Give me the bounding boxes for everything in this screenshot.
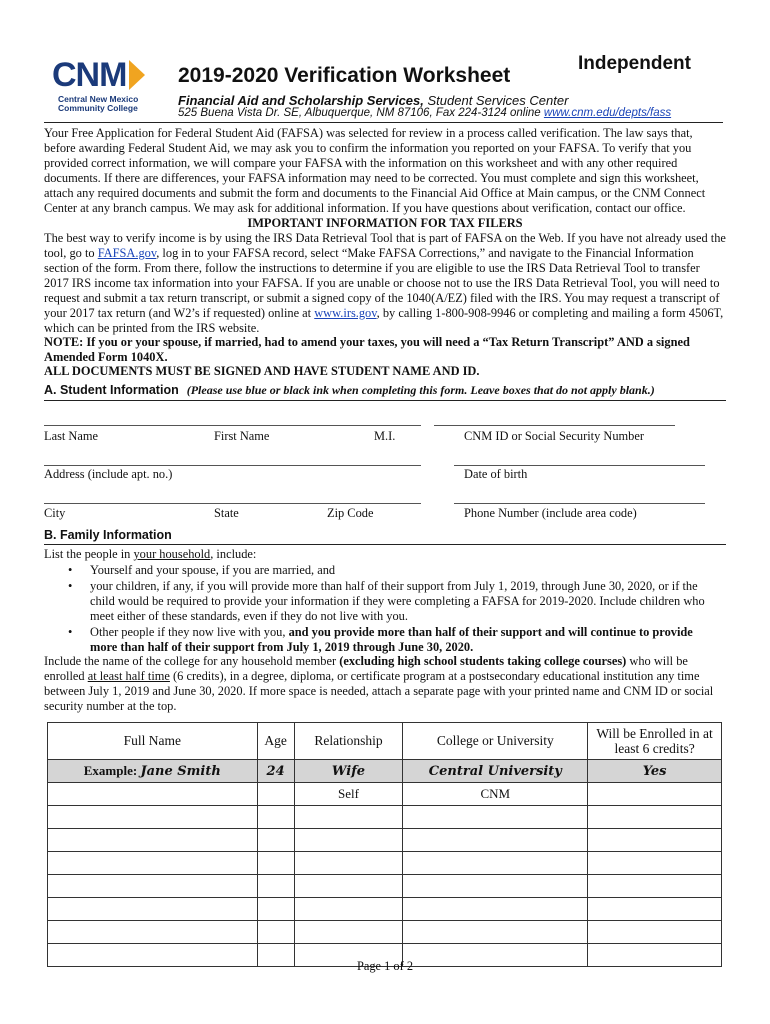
page-title: 2019-2020 Verification Worksheet	[178, 64, 511, 87]
address-label: Address (include apt. no.)	[44, 467, 173, 481]
section-b-heading: B. Family Information	[44, 528, 726, 545]
table-row[interactable]	[48, 829, 722, 852]
table-row[interactable]: Self CNM	[48, 783, 722, 806]
irs-link[interactable]: www.irs.gov	[314, 306, 377, 320]
col-college: College or University	[403, 723, 588, 760]
cnm-logo	[52, 58, 170, 118]
cnm-id-label: CNM ID or Social Security Number	[464, 429, 644, 443]
dob-field[interactable]	[454, 465, 705, 466]
phone-field[interactable]	[454, 503, 705, 504]
header-divider	[44, 122, 723, 123]
college-instructions: Include the name of the college for any household member (excluding high school students taking college courses) who will be enrolled at least half time (6 credits), in a degree, diploma, or certificate program at a postsecondary educational institution any time between July 1, 2019 and June 30, 2020. If more space is needed, attach a separate page with your printed name and CNM ID or social security number at the top.	[44, 654, 714, 713]
state-label: State	[214, 506, 239, 520]
intro-paragraph: Your Free Application for Federal Student Aid (FAFSA) was selected for review in a process called verification. The law says that, before awarding Federal Student Aid, we may ask you to confirm the information you reported on your FAFSA. To verify that you provided correct information, we will compare your FAFSA with the information on this worksheet and with any other required documents. If there are differences, your FAFSA information may need to be corrected. You must complete and sign this worksheet, attach any required documents and submit the form and documents to the Financial Aid Office at Main campus, or the CNM Connect Center at any branch campus. We may ask for additional information. If you have questions about verification, contact our office.	[44, 126, 706, 215]
independent-badge: Independent	[578, 53, 691, 74]
zip-label: Zip Code	[327, 506, 374, 520]
mi-label: M.I.	[374, 429, 396, 443]
col-full-name: Full Name	[48, 723, 258, 760]
cnm-id-field[interactable]	[434, 425, 675, 426]
last-name-field[interactable]	[44, 425, 421, 426]
bullet-item: • Other people if they now live with you, and you provide more than half of their support and will continue to provide more than half of their support from July 1, 2019 through June 30, 2020.	[68, 625, 693, 654]
phone-label: Phone Number (include area code)	[464, 506, 637, 520]
table-header-row	[48, 723, 722, 760]
table-row[interactable]	[48, 898, 722, 921]
table-row[interactable]	[48, 806, 722, 829]
website-link[interactable]: www.cnm.edu/depts/fass	[543, 107, 672, 119]
page-number: Page 1 of 2	[356, 959, 414, 973]
chevron-right-icon	[129, 60, 145, 90]
table-row[interactable]	[48, 852, 722, 875]
table-row[interactable]	[48, 875, 722, 898]
address-field[interactable]	[44, 465, 421, 466]
col-relationship: Relationship	[294, 723, 403, 760]
first-name-label: First Name	[214, 429, 270, 443]
col-age: Age	[257, 723, 294, 760]
bullet-item: • your children, if any, if you will provide more than half of their support from July 1, 2019, through June 30, 2020, or if the child would be required to provide your information if they were completing a FAFSA for 2019-2020. Include children who meet either of these standards, even if they do not live with you.	[68, 579, 705, 623]
address-line: 525 Buena Vista Dr. SE, Albuquerque, NM 87106, Fax 224-3124 online www.cnm.edu/depts/fass	[178, 107, 672, 119]
tax-paragraph: The best way to verify income is by using the IRS Data Retrieval Tool that is part of FAFSA on the Web. If you have not already used the tool, go to FAFSA.gov, log in to your FAFSA record, select “Make FAFSA Corrections,” and navigate to the Financial Information section of the form. From there, follow the instructions to determine if you are eligible to use the IRS Data Retrieval Tool to transfer 2017 IRS income tax information into your FAFSA. If you are unable or choose not to use the IRS Data Retrieval Tool, you will need to request and submit a tax return transcript, or submit a signed copy of the 1040(A/EZ) filed with the IRS. You may request a transcript of your 2017 tax return (and W2’s if requested) online at www.irs.gov, by calling 1-800-908-9946 or completing and mailing a form 4506T, which can be printed from the IRS website.	[44, 231, 726, 335]
table-row[interactable]	[48, 921, 722, 944]
city-state-zip-field[interactable]	[44, 503, 421, 504]
dob-label: Date of birth	[464, 467, 528, 481]
family-table	[47, 722, 722, 967]
logo-subtitle: Central New Mexico Community College	[58, 94, 139, 113]
logo-text: CNM	[52, 56, 127, 94]
department-line: Financial Aid and Scholarship Services, Student Services Center	[178, 93, 569, 108]
signed-notice: ALL DOCUMENTS MUST BE SIGNED AND HAVE STUDENT NAME AND ID.	[44, 364, 480, 378]
section-a-heading: A. Student Information (Please use blue or black ink when completing this form. Leave boxes that do not apply blank.)	[44, 383, 726, 401]
household-intro: List the people in your household, include:	[44, 547, 257, 561]
amended-note: NOTE: If you or your spouse, if married, had to amend your taxes, you will need a “Tax Return Transcript” AND a signed Amended Form 1040X.	[44, 335, 690, 364]
col-enrolled: Will be Enrolled in at least 6 credits?	[588, 723, 722, 760]
city-label: City	[44, 506, 66, 520]
tax-heading: IMPORTANT INFORMATION FOR TAX FILERS	[247, 216, 523, 230]
example-row: Example: Jane Smith 24 Wife Central University Yes	[48, 760, 722, 783]
last-name-label: Last Name	[44, 429, 99, 443]
bullet-item: • Yourself and your spouse, if you are married, and	[68, 563, 336, 577]
ink-instruction: (Please use blue or black ink when completing this form. Leave boxes that do not apply blank.)	[186, 383, 655, 397]
fafsa-link[interactable]: FAFSA.gov	[97, 246, 157, 260]
